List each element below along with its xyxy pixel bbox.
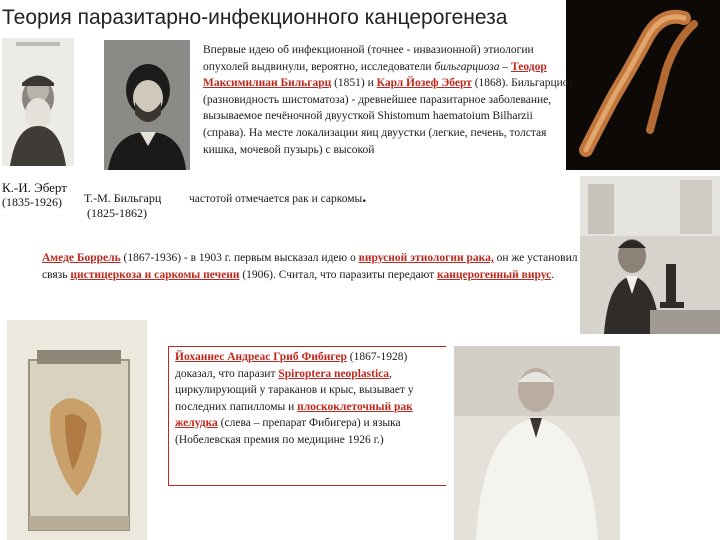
borrel-name-link: Амеде Боррель bbox=[42, 252, 121, 264]
borrel-belief-text: (1906). Считал, что паразиты передают bbox=[239, 268, 438, 281]
borrel-period: . bbox=[551, 268, 555, 281]
fibiger-circulation-text: , циркулирующий у тараканов и крыс, вызывает у последних папилломы и bbox=[175, 367, 414, 413]
year-text: (1851) и bbox=[331, 77, 377, 90]
bilharz-portrait bbox=[104, 40, 190, 170]
cysticercosis-link: цистицеркоза и саркомы печени bbox=[70, 268, 240, 281]
borrel-text bbox=[42, 250, 580, 302]
cancer-frequency-text: частотой отмечается рак и саркомы bbox=[189, 193, 363, 205]
fibiger-specimen bbox=[7, 320, 147, 540]
description-text: (1868). Бильгарциоз (разновидность шистоматоза) - древнейшее паразитарное заболевание, вызываемое печёночной двуусткой Shistomum haematoium Bilharzii (справа). На месте локализации яиц двуустки (легкие, печень, толстая кишка, мочевой пузырь) с высокой bbox=[203, 77, 574, 156]
spiroptera-link: Spiroptera neoplastica bbox=[278, 367, 389, 380]
borrel-photo bbox=[580, 176, 720, 334]
borrel-connection-text: он же установил связь bbox=[42, 252, 578, 281]
slide-title: Теория паразитарно-инфекционного канцерогенеза bbox=[2, 6, 508, 29]
ebert-name-link: Карл Йозеф Эберт bbox=[376, 77, 472, 90]
fibiger-nobel-text: (слева – препарат Фибигера) и языка (Нобелевская премия по медицине 1926 г.) bbox=[175, 417, 401, 446]
ebert-caption-name: К.-И. Эберт bbox=[2, 180, 67, 195]
fibiger-name-link: Йоханнес Андреас Гриб Фибигер bbox=[175, 351, 347, 363]
disease-name: бильгарциоза bbox=[434, 60, 500, 73]
fibiger-years-text: (1867-1928) доказал, что паразит bbox=[175, 351, 408, 380]
borrel-years-text: (1867-1936) - в 1903 г. первым высказал идею о bbox=[120, 252, 359, 264]
bilharz-name-link: Теодор Максимилиан Бильгарц bbox=[203, 60, 547, 90]
schistosome-image bbox=[566, 0, 720, 170]
ebert-portrait bbox=[2, 38, 74, 166]
fibiger-textbox bbox=[168, 346, 446, 486]
period-text: . bbox=[362, 189, 367, 206]
dash-text: – bbox=[499, 60, 512, 73]
bilharz-caption-name: Т.-М. Бильгарц bbox=[84, 191, 162, 205]
bilharz-caption-years: (1825-1862) bbox=[87, 206, 147, 220]
intro-text: Впервые идею об инфекционной (точнее - инвазионной) этиологии опухолей выдвинули, вероятно, исследователи bbox=[203, 44, 534, 73]
carcinogenic-virus-link: канцерогенный вирус bbox=[437, 268, 552, 281]
bilharziasis-text bbox=[203, 42, 575, 176]
squamous-cancer-link: плоскоклеточный рак желудка bbox=[175, 400, 413, 430]
bilharz-caption bbox=[84, 191, 161, 221]
fibiger-photo bbox=[454, 346, 620, 540]
ebert-caption-years: (1835-1926) bbox=[2, 195, 62, 209]
viral-etiology-link: вирусной этиологии рака, bbox=[358, 252, 494, 264]
bilharziasis-text-end bbox=[189, 190, 469, 208]
ebert-caption bbox=[2, 180, 67, 210]
